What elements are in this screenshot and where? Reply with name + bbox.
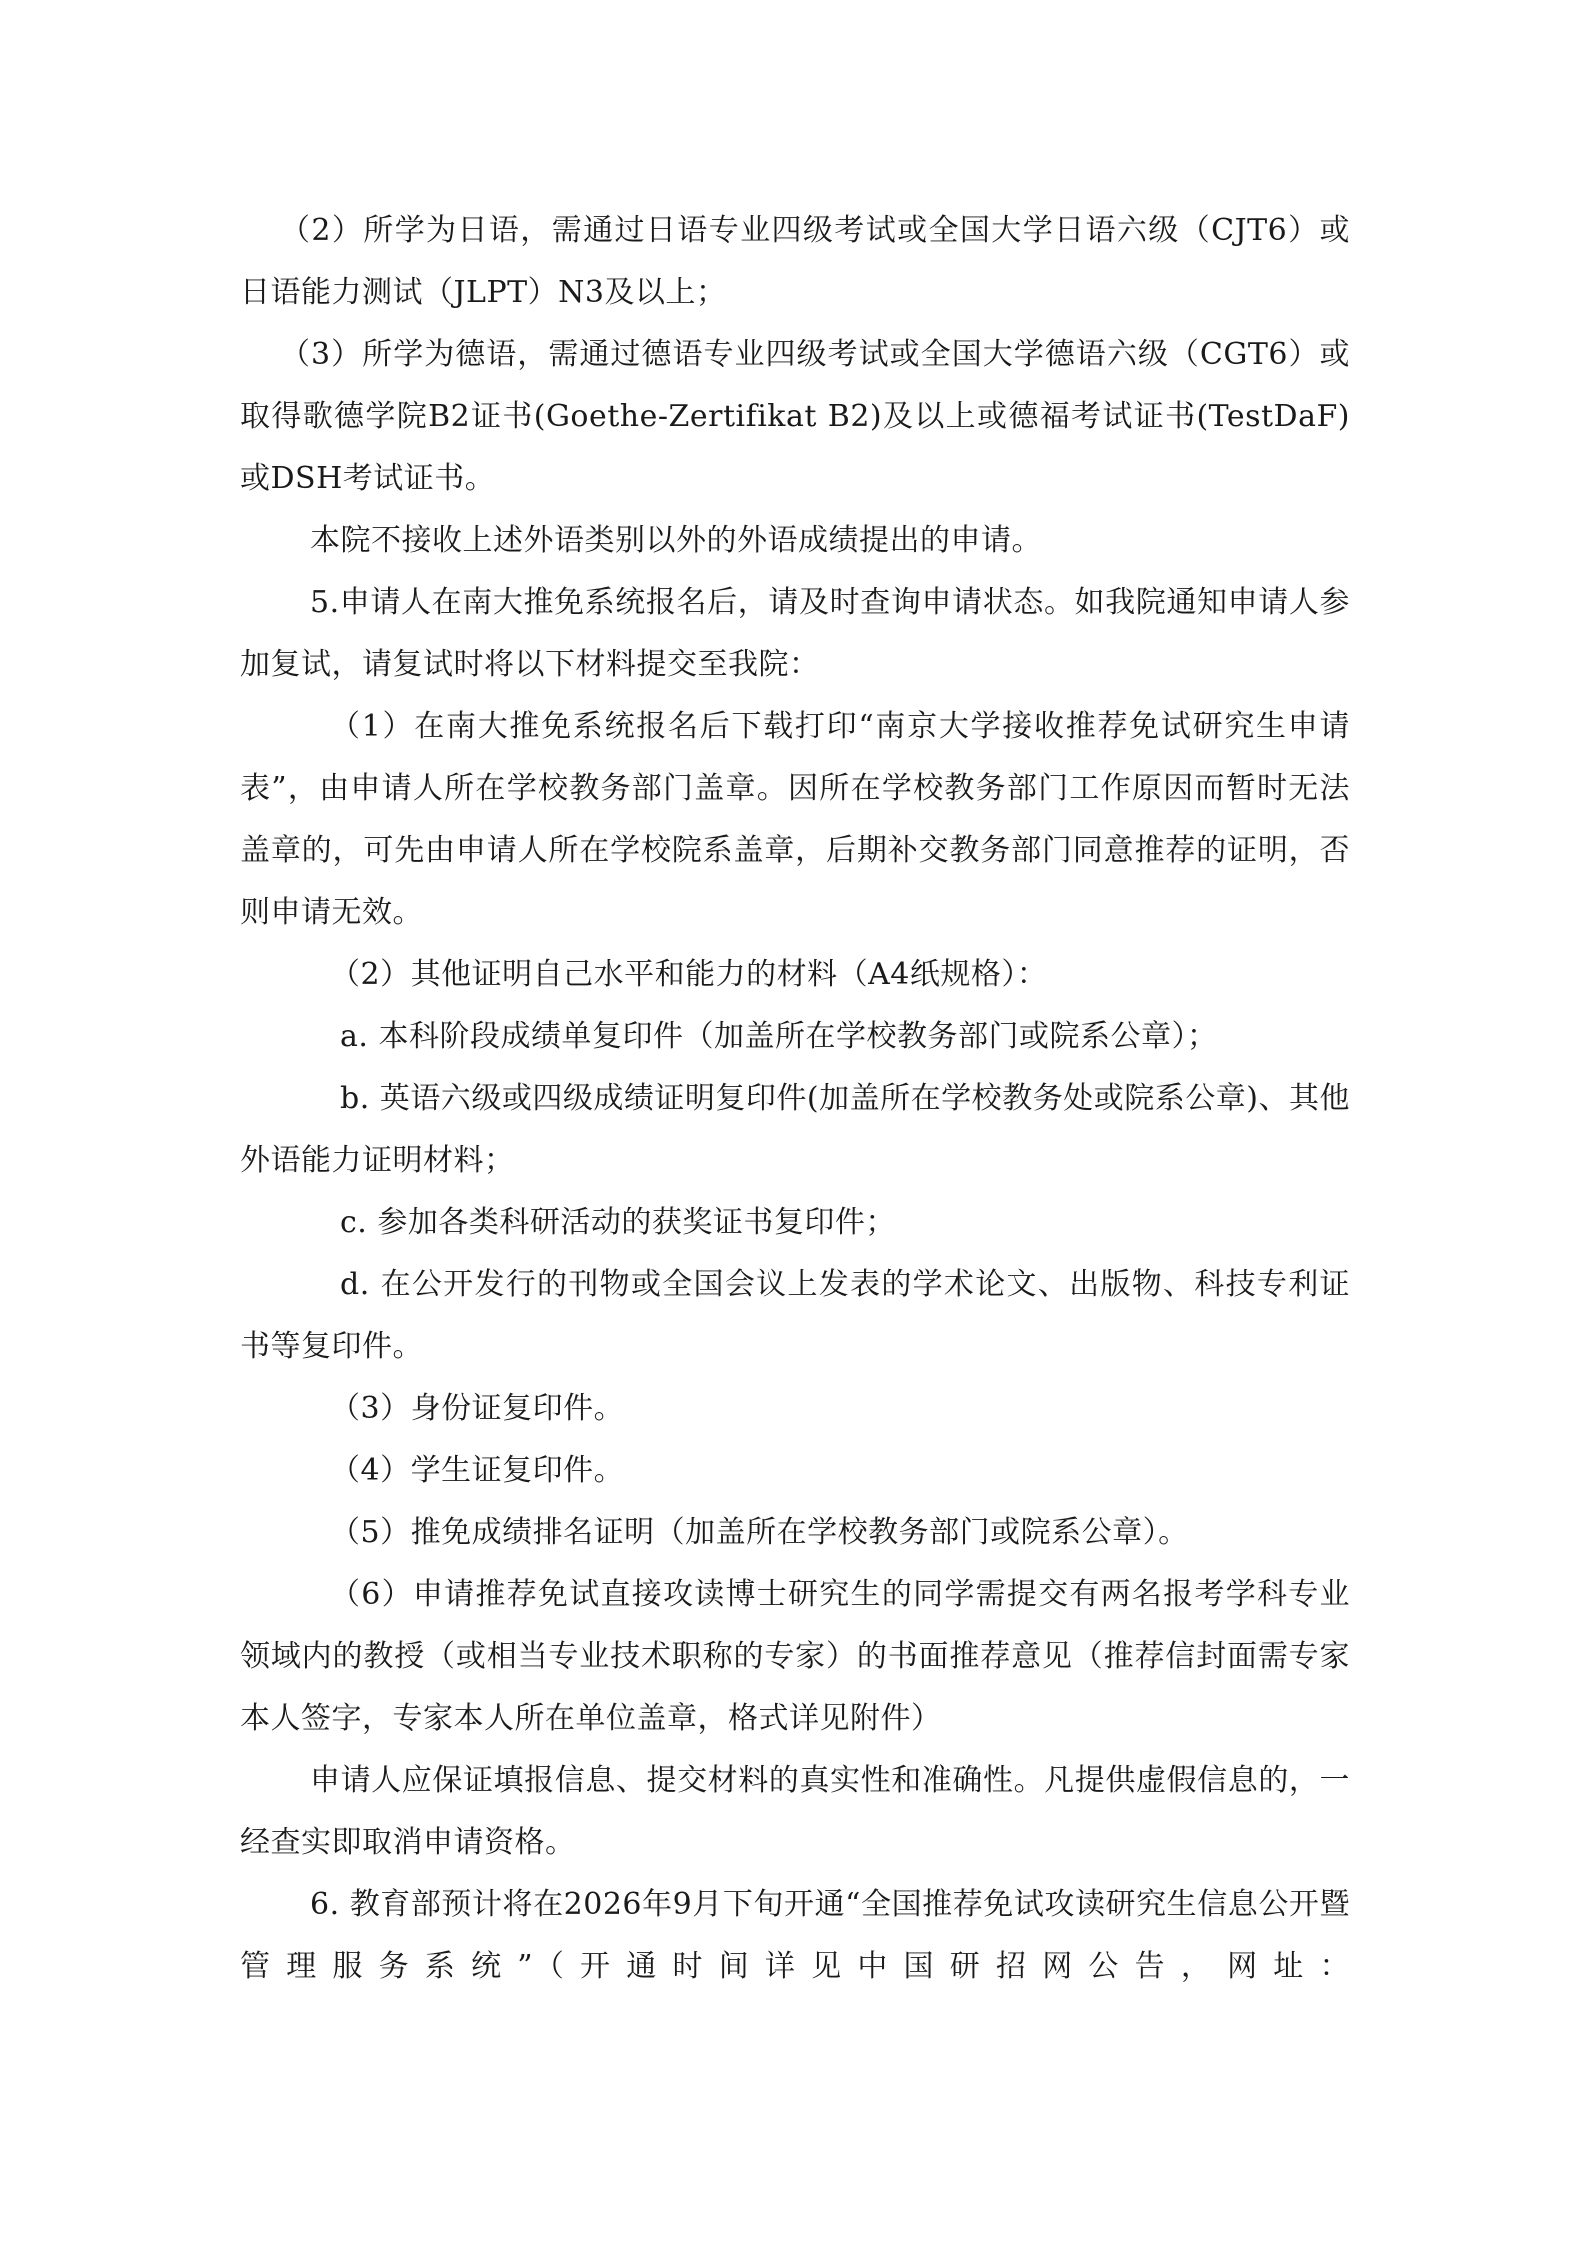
paragraph-material-5: （5）推免成绩排名证明（加盖所在学校教务部门或院系公章）。 (330, 1515, 1189, 1550)
paragraph-japanese-requirement: （2）所学为日语，需通过日语专业四级考试或全国大学日语六级（CJT6）或日语能力测试（JLPT）N3及以上； (240, 213, 1350, 310)
paragraph-language-restriction: 本院不接收上述外语类别以外的外语成绩提出的申请。 (310, 523, 1042, 558)
paragraph-authenticity-notice: 申请人应保证填报信息、提交材料的真实性和准确性。凡提供虚假信息的，一经查实即取消申请资格。 (240, 1763, 1350, 1860)
paragraph-subitem-d: d. 在公开发行的刊物或全国会议上发表的学术论文、出版物、科技专利证书等复印件。 (240, 1267, 1350, 1364)
paragraph-material-2: （2）其他证明自己水平和能力的材料（A4纸规格）： (330, 957, 1048, 992)
paragraph-material-1: （1）在南大推免系统报名后下载打印“南京大学接收推荐免试研究生申请表”，由申请人所在学校教务部门盖章。因所在学校教务部门工作原因而暂时无法盖章的，可先由申请人所在学校院系盖章，后期补交教务部门同意推荐的证明，否则申请无效。 (240, 709, 1350, 930)
paragraph-subitem-a: a. 本科阶段成绩单复印件（加盖所在学校教务部门或院系公章）； (340, 1019, 1218, 1054)
paragraph-subitem-c: c. 参加各类科研活动的获奖证书复印件； (340, 1205, 896, 1240)
paragraph-item-5: 5.申请人在南大推免系统报名后，请及时查询申请状态。如我院通知申请人参加复试，请复试时将以下材料提交至我院： (240, 585, 1350, 682)
paragraph-material-3: （3）身份证复印件。 (330, 1391, 625, 1426)
paragraph-material-6: （6）申请推荐免试直接攻读博士研究生的同学需提交有两名报考学科专业领域内的教授（或相当专业技术职称的专家）的书面推荐意见（推荐信封面需专家本人签字，专家本人所在单位盖章，格式详见附件） (240, 1577, 1350, 1736)
paragraph-material-4: （4）学生证复印件。 (330, 1453, 625, 1488)
document-body (240, 200, 1350, 1998)
paragraph-item-6: 6. 教育部预计将在2026年9月下旬开通“全国推荐免试攻读研究生信息公开暨管理服务系统”（开通时间详见中国研招网公告，网址： (240, 1887, 1350, 1984)
paragraph-german-requirement: （3）所学为德语，需通过德语专业四级考试或全国大学德语六级（CGT6）或取得歌德学院B2证书(Goethe-Zertifikat B2)及以上或德福考试证书(TestDaF)或DSH考试证书。 (240, 337, 1350, 496)
paragraph-subitem-b: b. 英语六级或四级成绩证明复印件(加盖所在学校教务处或院系公章)、其他外语能力证明材料； (240, 1081, 1350, 1178)
